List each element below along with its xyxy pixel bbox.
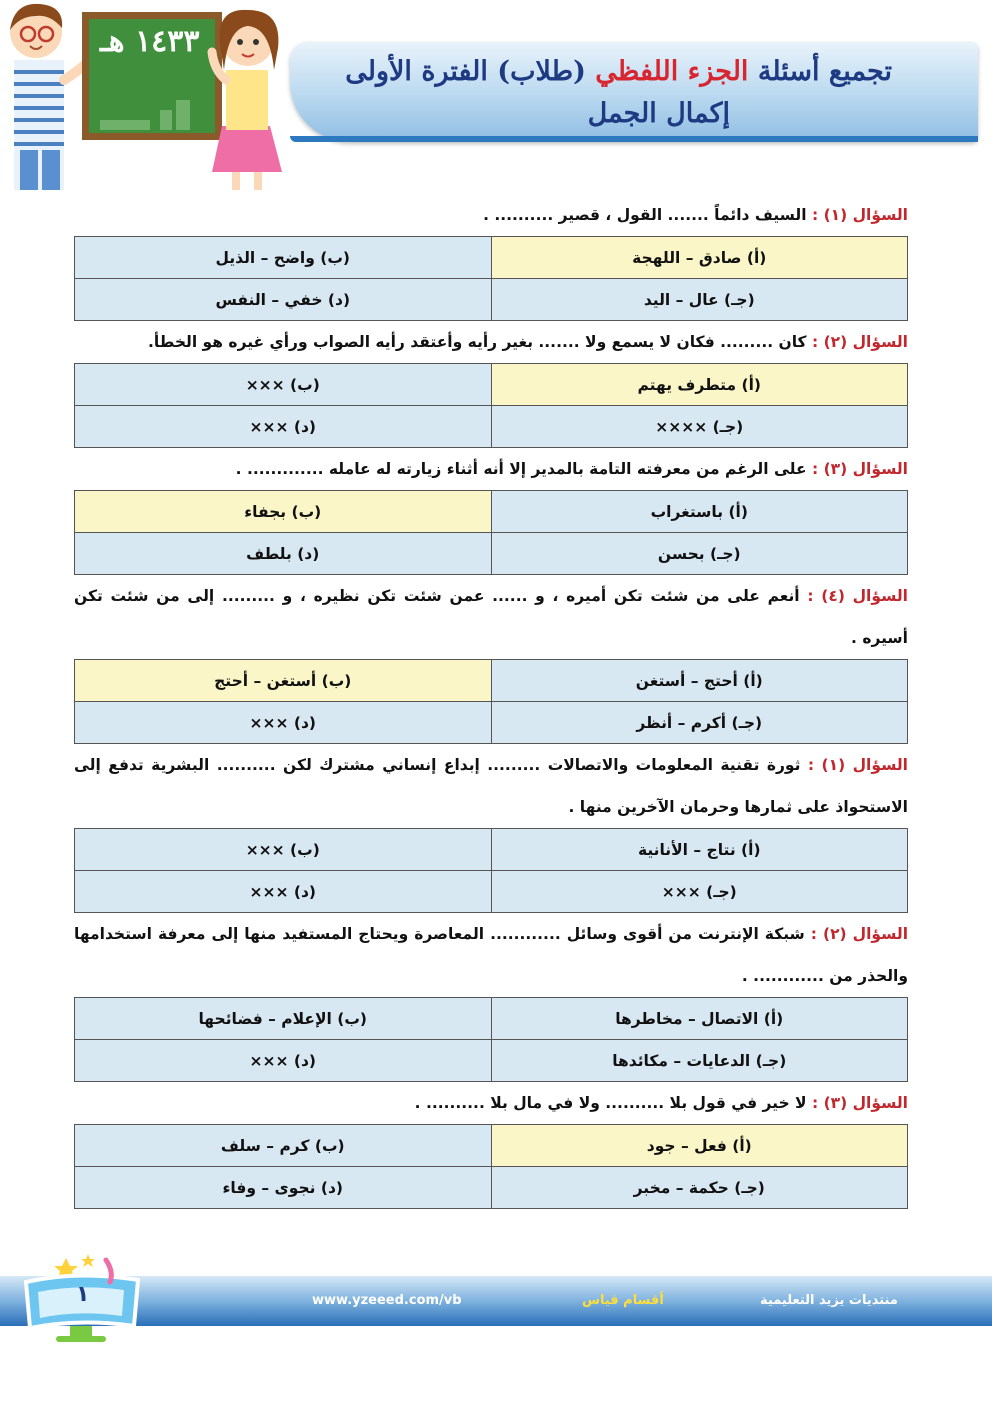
question-6 xyxy=(74,913,908,997)
options-table xyxy=(74,1124,908,1209)
question-label: السؤال (١) : xyxy=(811,206,908,224)
boy-figure xyxy=(10,4,90,190)
options-table xyxy=(74,363,908,448)
question-1 xyxy=(74,194,908,236)
option-a[interactable]: (أ) صادق – اللهجة xyxy=(491,237,908,279)
girl-figure xyxy=(212,10,282,190)
option-d[interactable]: (د) ××× xyxy=(75,702,492,744)
option-c[interactable]: (جـ) ××× xyxy=(491,871,908,913)
option-d[interactable]: (د) ××× xyxy=(75,1040,492,1082)
question-7 xyxy=(74,1082,908,1124)
options-table xyxy=(74,490,908,575)
question-label: السؤال (٢) : xyxy=(811,333,908,351)
option-b[interactable]: (ب) ××× xyxy=(75,829,492,871)
option-c[interactable]: (جـ) الدعايات – مكائدها xyxy=(491,1040,908,1082)
option-b[interactable]: (ب) كرم – سلف xyxy=(75,1125,492,1167)
question-3 xyxy=(74,448,908,490)
option-a[interactable]: (أ) أحتج – أستغن xyxy=(491,660,908,702)
options-table xyxy=(74,236,908,321)
options-table xyxy=(74,659,908,744)
option-a[interactable]: (أ) متطرف يهتم xyxy=(491,364,908,406)
question-text: كان ......... فكان لا يسمع ولا ....... بغير رأيه وأعتقد رأيه الصواب ورأي غيره هو الخطأ. xyxy=(148,333,807,351)
question-text: السيف دائماً ....... القول ، قصير .......... . xyxy=(483,206,807,224)
option-d[interactable]: (د) خفي – النفس xyxy=(75,279,492,321)
options-table xyxy=(74,828,908,913)
question-label: السؤال (٢) : xyxy=(810,925,909,943)
question-label: السؤال (٣) : xyxy=(811,460,908,478)
page-number: ١ xyxy=(76,1282,90,1307)
option-d[interactable]: (د) نجوى – وفاء xyxy=(75,1167,492,1209)
option-b[interactable]: (ب) الإعلام – فضائحها xyxy=(75,998,492,1040)
question-5 xyxy=(74,744,908,828)
title-highlight: الجزء اللفظي xyxy=(595,56,749,87)
question-label: السؤال (٤) : xyxy=(807,587,908,605)
question-label: السؤال (١) : xyxy=(807,756,908,774)
option-b[interactable]: (ب) بجفاء xyxy=(75,491,492,533)
option-c[interactable]: (جـ) حكمة – مخبر xyxy=(491,1167,908,1209)
question-text: شبكة الإنترنت من أقوى وسائل ............ المعاصرة ويحتاج المستفيد منها إلى معرفة استخدامها والحذر من ............ . xyxy=(74,925,908,985)
option-c[interactable]: (جـ) عال – اليد xyxy=(491,279,908,321)
question-2 xyxy=(74,321,908,363)
question-text: أنعم على من شئت تكن أميره ، و ...... عمن شئت تكن نظيره ، و ......... إلى من شئت تكن أسيره . xyxy=(74,587,908,647)
questions-list xyxy=(74,194,908,1209)
footer-forum-name: منتديات يزيد التعليمية xyxy=(760,1293,898,1308)
option-c[interactable]: (جـ) بحسن xyxy=(491,533,908,575)
question-text: ثورة تقنية المعلومات والاتصالات ......... إبداع إنساني مشترك لكن .......... البشرية تدفع إلى الاستحواذ على ثمارها وحرمان الآخرين منها . xyxy=(74,756,908,816)
question-4 xyxy=(74,575,908,659)
question-label: السؤال (٣) : xyxy=(811,1094,908,1112)
option-a[interactable]: (أ) باستغراب xyxy=(491,491,908,533)
option-a[interactable]: (أ) نتاج – الأنانية xyxy=(491,829,908,871)
option-b[interactable]: (ب) واضح – الذيل xyxy=(75,237,492,279)
option-b[interactable]: (ب) ××× xyxy=(75,364,492,406)
question-text: على الرغم من معرفته التامة بالمدير إلا أنه أثناء زيارته له عامله ............. . xyxy=(235,460,807,478)
option-d[interactable]: (د) ××× xyxy=(75,406,492,448)
option-a[interactable]: (أ) فعل – جود xyxy=(491,1125,908,1167)
option-b[interactable]: (ب) أستغن – أحتج xyxy=(75,660,492,702)
page-title: تجميع أسئلة الجزء اللفظي (طلاب) الفترة الأولى xyxy=(345,56,892,87)
option-a[interactable]: (أ) الاتصال – مخاطرها xyxy=(491,998,908,1040)
option-c[interactable]: (جـ) ×××× xyxy=(491,406,908,448)
board-year: ١٤٣٣ هـ xyxy=(100,24,200,59)
options-table xyxy=(74,997,908,1082)
page-subtitle: إكمال الجمل xyxy=(587,98,730,129)
footer-url-link[interactable]: www.yzeeed.com/vb xyxy=(312,1293,462,1308)
option-c[interactable]: (جـ) أكرم – أنظر xyxy=(491,702,908,744)
option-d[interactable]: (د) ××× xyxy=(75,871,492,913)
option-d[interactable]: (د) بلطف xyxy=(75,533,492,575)
question-text: لا خير في قول بلا .......... ولا في مال بلا .......... . xyxy=(414,1094,807,1112)
footer-section-link[interactable]: أقسام قياس xyxy=(582,1293,664,1308)
